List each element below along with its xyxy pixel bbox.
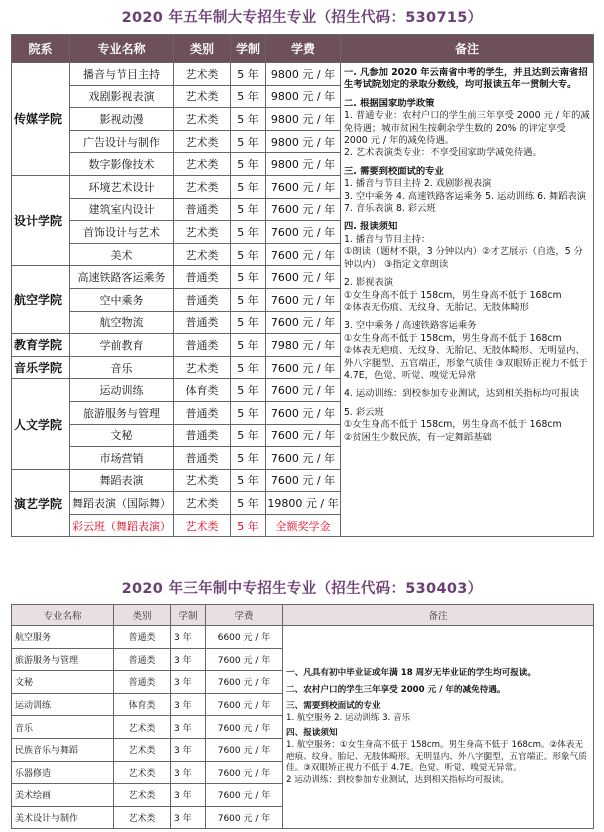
type-cell: 普通类: [174, 311, 231, 334]
fee-cell: 7600 元 / 年: [266, 198, 341, 221]
note-text: 1. 播音与节目主持：: [344, 233, 431, 245]
note-text: 1. 播音与节目主持 2. 戏剧影视表演: [344, 178, 492, 190]
fee-cell: 7600 元 / 年: [266, 311, 341, 334]
note-text: ②体表无疤痕、无纹身、无胎记、无肢体畸形、无明显内、外八字腿型、五官端正，形象气质佳 ③双眼矫正视力不低于 4.7E，色觉、听觉、嗅觉无异常: [344, 345, 588, 381]
note-text: ②体表无伤痕、无纹身、无胎记、无肢体畸形: [344, 301, 529, 313]
note-text: ①朗读（题材不限，3 分钟以内）②才艺展示（自选，5 分钟以内） ③指定文章朗读: [344, 246, 583, 270]
type-cell: 艺术类: [174, 492, 231, 515]
years-cell: 5 年: [231, 288, 266, 311]
note-heading-4: 四、报读须知: [286, 728, 338, 739]
fee-cell: 9800 元 / 年: [266, 63, 341, 86]
major-cell: 舞蹈表演（国际舞）: [70, 492, 174, 515]
years-cell: 3 年: [171, 716, 206, 739]
note-heading-2: 二. 根据国家助学政策: [344, 97, 435, 109]
type-cell: 艺术类: [174, 153, 231, 176]
major-cell: 舞蹈表演: [70, 469, 174, 492]
major-cell: 播音与节目主持: [70, 63, 174, 86]
fee-cell: 7600 元 / 年: [206, 671, 283, 694]
note-heading-3: 三. 需要到校面试的专业: [344, 165, 444, 177]
major-cell: 数字影像技术: [70, 153, 174, 176]
years-cell: 5 年: [231, 356, 266, 379]
note-section-2: 二、农村户口的学生三年享受 2000 元 / 年的减免待遇。: [286, 684, 506, 695]
years-cell: 3 年: [171, 738, 206, 761]
note-section-1: 一. 凡参加 2020 年云南省中考的学生，并且达到云南省招生考试院划定的录取分数线，均可报读五年一贯制大专。: [344, 67, 588, 91]
fee-cell: 7600 元 / 年: [266, 221, 341, 244]
major-cell: 音乐: [70, 356, 174, 379]
note-heading-4: 四. 报读须知: [344, 221, 398, 233]
table-row: [12, 63, 594, 86]
header-fee: 学费: [206, 605, 283, 626]
major-cell: 乐器修造: [12, 761, 114, 784]
fee-cell: 7600 元 / 年: [266, 356, 341, 379]
college-cell: 传媒学院: [12, 63, 70, 176]
type-cell: 普通类: [174, 334, 231, 357]
header-major: 专业名称: [12, 605, 114, 626]
header-college: 院系: [12, 35, 70, 63]
fee-cell: 7600 元 / 年: [266, 424, 341, 447]
type-cell: 普通类: [174, 447, 231, 470]
fee-cell: 7600 元 / 年: [206, 716, 283, 739]
college-cell: 教育学院: [12, 334, 70, 357]
type-cell: 艺术类: [114, 738, 171, 761]
header-years: 学制: [171, 605, 206, 626]
fee-cell: 全额奖学金: [266, 514, 341, 537]
years-cell: 5 年: [231, 447, 266, 470]
major-cell: 航空服务: [12, 626, 114, 649]
major-cell: 文秘: [12, 671, 114, 694]
major-cell: 广告设计与制作: [70, 130, 174, 153]
fee-cell: 7600 元 / 年: [266, 243, 341, 266]
note-text: 1. 航空服务 2. 运动训练 3. 音乐: [286, 712, 411, 723]
note-text: ②贫困生少数民族，有一定舞蹈基础: [344, 431, 492, 443]
type-cell: 体育类: [174, 379, 231, 402]
type-cell: 艺术类: [114, 784, 171, 807]
three-year-table: [11, 604, 594, 829]
years-cell: 5 年: [231, 334, 266, 357]
major-cell: 美术: [70, 243, 174, 266]
years-cell: 5 年: [231, 130, 266, 153]
years-cell: 3 年: [171, 671, 206, 694]
type-cell: 艺术类: [114, 716, 171, 739]
years-cell: 3 年: [171, 693, 206, 716]
type-cell: 艺术类: [114, 761, 171, 784]
type-cell: 艺术类: [174, 130, 231, 153]
fee-cell: 9800 元 / 年: [266, 85, 341, 108]
type-cell: 艺术类: [174, 514, 231, 537]
fee-cell: 7600 元 / 年: [266, 288, 341, 311]
college-cell: 演艺学院: [12, 469, 70, 537]
note-text: 2. 艺术表演类专业：不享受国家助学减免待遇。: [344, 147, 542, 159]
header-major: 专业名称: [70, 35, 174, 63]
note-section-1: 一、凡具有初中毕业证或年满 18 周岁无毕业证的学生均可报读。: [286, 668, 536, 678]
note-heading-3: 三、需要到校面试的专业: [286, 701, 381, 712]
fee-cell: 6600 元 / 年: [206, 626, 283, 649]
header-type: 类别: [174, 35, 231, 63]
type-cell: 艺术类: [174, 243, 231, 266]
major-cell: 美术设计与制作: [12, 806, 114, 829]
type-cell: 艺术类: [174, 108, 231, 131]
fee-cell: 7980 元 / 年: [266, 334, 341, 357]
major-cell: 彩云班（舞蹈表演）: [70, 514, 174, 537]
header-type: 类别: [114, 605, 171, 626]
years-cell: 5 年: [231, 108, 266, 131]
years-cell: 5 年: [231, 424, 266, 447]
five-year-notes: [341, 63, 594, 537]
note-text: 2. 影视表演: [344, 277, 394, 289]
years-cell: 3 年: [171, 648, 206, 671]
major-cell: 建筑室内设计: [70, 198, 174, 221]
type-cell: 体育类: [114, 693, 171, 716]
five-year-title: 2020 年五年制大专招生专业（招生代码：530715）: [121, 10, 483, 26]
major-cell: 高速铁路客运乘务: [70, 266, 174, 289]
type-cell: 普通类: [114, 648, 171, 671]
years-cell: 3 年: [171, 626, 206, 649]
years-cell: 5 年: [231, 63, 266, 86]
three-year-header-row: [12, 605, 594, 626]
note-text: 5. 彩云班: [344, 406, 384, 418]
major-cell: 戏剧影视表演: [70, 85, 174, 108]
header-notes: 备注: [341, 35, 594, 63]
major-cell: 民族音乐与舞蹈: [12, 738, 114, 761]
fee-cell: 7600 元 / 年: [206, 648, 283, 671]
three-year-title: 2020 年三年制中专招生专业（招生代码：530403）: [121, 581, 483, 597]
fee-cell: 7600 元 / 年: [206, 806, 283, 829]
college-cell: 音乐学院: [12, 356, 70, 379]
years-cell: 5 年: [231, 221, 266, 244]
type-cell: 艺术类: [174, 356, 231, 379]
years-cell: 5 年: [231, 243, 266, 266]
type-cell: 普通类: [174, 401, 231, 424]
type-cell: 艺术类: [174, 469, 231, 492]
years-cell: 5 年: [231, 401, 266, 424]
years-cell: 5 年: [231, 266, 266, 289]
type-cell: 艺术类: [174, 175, 231, 198]
type-cell: 普通类: [174, 198, 231, 221]
header-years: 学制: [231, 35, 266, 63]
fee-cell: 19800 元 / 年: [266, 492, 341, 515]
fee-cell: 7600 元 / 年: [206, 761, 283, 784]
fee-cell: 9800 元 / 年: [266, 108, 341, 131]
fee-cell: 7600 元 / 年: [266, 175, 341, 198]
years-cell: 5 年: [231, 492, 266, 515]
fee-cell: 7600 元 / 年: [266, 379, 341, 402]
college-cell: 设计学院: [12, 175, 70, 265]
years-cell: 5 年: [231, 175, 266, 198]
type-cell: 普通类: [114, 626, 171, 649]
major-cell: 旅游服务与管理: [12, 648, 114, 671]
years-cell: 3 年: [171, 806, 206, 829]
three-year-notes: [283, 626, 594, 829]
major-cell: 文秘: [70, 424, 174, 447]
major-cell: 美术绘画: [12, 784, 114, 807]
type-cell: 艺术类: [174, 63, 231, 86]
note-text: 3. 空中乘务 4. 高速铁路客运乘务 5. 运动训练 6. 舞蹈表演 7. 音乐表演 8. 彩云班: [344, 190, 587, 215]
years-cell: 3 年: [171, 761, 206, 784]
type-cell: 普通类: [174, 424, 231, 447]
type-cell: 艺术类: [174, 221, 231, 244]
type-cell: 艺术类: [174, 85, 231, 108]
note-text: ①女生身高不低于 158cm，男生身高不低于 168cm: [344, 419, 562, 431]
years-cell: 5 年: [231, 311, 266, 334]
header-notes: 备注: [283, 605, 594, 626]
years-cell: 5 年: [231, 469, 266, 492]
five-year-table: [11, 34, 594, 537]
note-text: 1. 航空服务：①女生身高不低于 158cm。男生身高不低于 168cm。②体表无疤痕、纹身、胎记、无肢体畸形。无明显内、外八字腿型，五官端正。形象气质佳。③双眼矫正视力不低于 4.7E。色觉、听觉、嗅觉无异常。: [286, 739, 587, 774]
major-cell: 运动训练: [12, 693, 114, 716]
note-text: 3. 空中乘务 / 高速铁路客运乘务: [344, 320, 477, 332]
type-cell: 艺术类: [114, 806, 171, 829]
years-cell: 3 年: [171, 784, 206, 807]
major-cell: 环境艺术设计: [70, 175, 174, 198]
major-cell: 航空物流: [70, 311, 174, 334]
five-year-header-row: [12, 35, 594, 63]
college-cell: 航空学院: [12, 266, 70, 334]
major-cell: 影视动漫: [70, 108, 174, 131]
type-cell: 普通类: [174, 288, 231, 311]
fee-cell: 7600 元 / 年: [266, 401, 341, 424]
major-cell: 运动训练: [70, 379, 174, 402]
note-text: 2 运动训练：到校参加专业测试，达到相关指标均可报读。: [286, 774, 510, 785]
fee-cell: 7600 元 / 年: [266, 447, 341, 470]
header-fee: 学费: [266, 35, 341, 63]
years-cell: 5 年: [231, 514, 266, 537]
type-cell: 普通类: [114, 671, 171, 694]
fee-cell: 7600 元 / 年: [206, 784, 283, 807]
years-cell: 5 年: [231, 379, 266, 402]
note-text: ①女生身高不低于 158cm，男生身高不低于 168cm: [344, 332, 562, 344]
major-cell: 市场营销: [70, 447, 174, 470]
major-cell: 学前教育: [70, 334, 174, 357]
type-cell: 普通类: [174, 266, 231, 289]
fee-cell: 7600 元 / 年: [206, 738, 283, 761]
fee-cell: 7600 元 / 年: [206, 693, 283, 716]
major-cell: 音乐: [12, 716, 114, 739]
college-cell: 人文学院: [12, 379, 70, 469]
major-cell: 首饰设计与艺术: [70, 221, 174, 244]
fee-cell: 7600 元 / 年: [266, 266, 341, 289]
major-cell: 空中乘务: [70, 288, 174, 311]
major-cell: 旅游服务与管理: [70, 401, 174, 424]
fee-cell: 7600 元 / 年: [266, 469, 341, 492]
fee-cell: 9800 元 / 年: [266, 153, 341, 176]
table-row: [12, 626, 594, 649]
fee-cell: 9800 元 / 年: [266, 130, 341, 153]
note-text: 4. 运动训练：到校参加专业测试，达到相关指标均可报读: [344, 388, 579, 400]
years-cell: 5 年: [231, 198, 266, 221]
years-cell: 5 年: [231, 153, 266, 176]
note-text: 1. 普通专业：农村户口的学生前三年享受 2000 元 / 年的减免待遇；城市贫困生按剩余学生数的 20% 的评定享受 2000 元 / 年的减免待遇。: [344, 110, 590, 147]
note-text: ①女生身高不低于 158cm，男生身高不低于 168cm: [344, 289, 562, 301]
years-cell: 5 年: [231, 85, 266, 108]
